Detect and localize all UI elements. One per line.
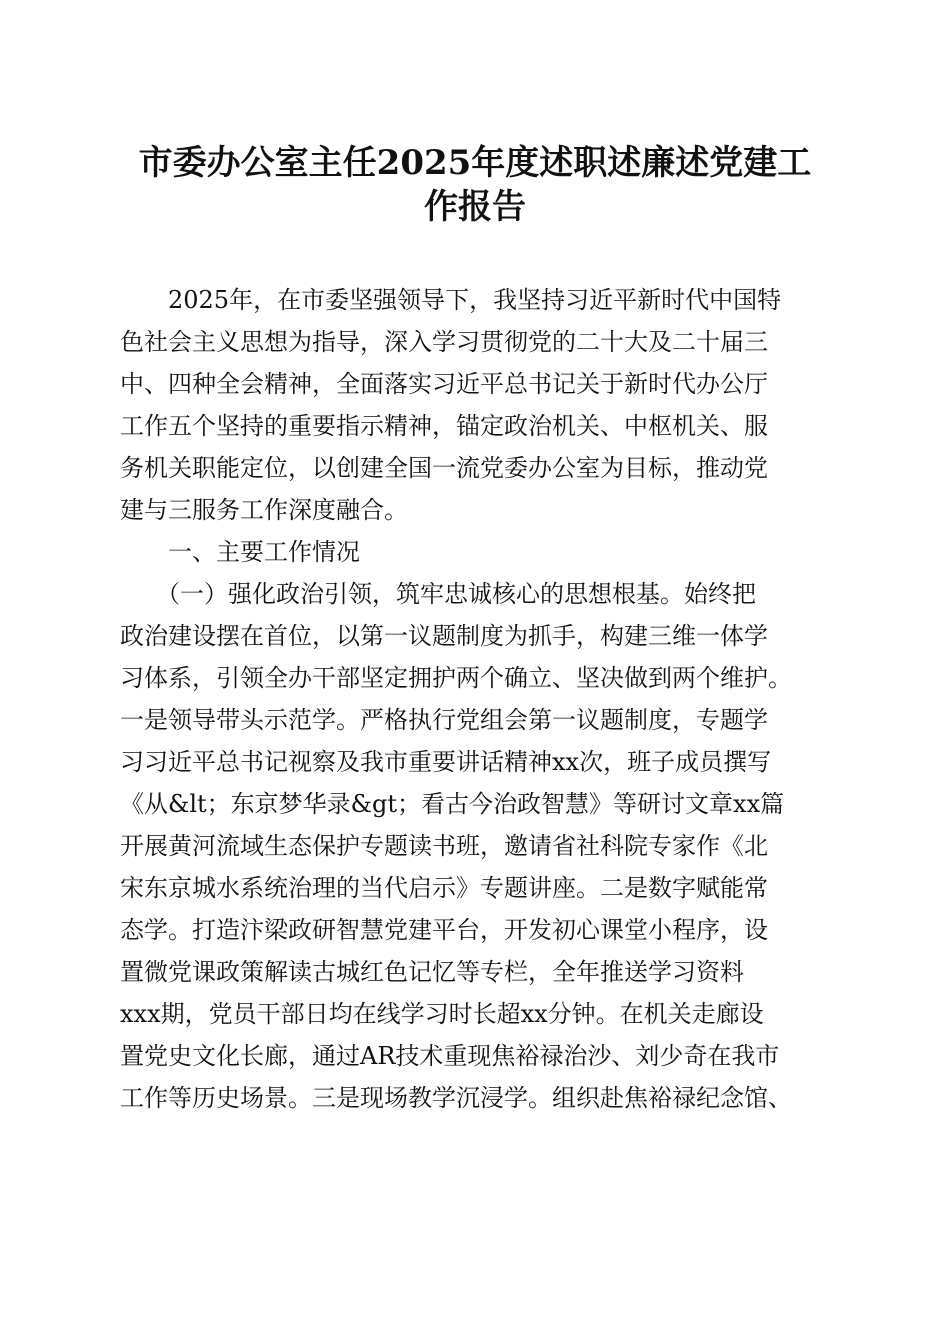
body-line-16: 态学。打造汴梁政研智慧党建平台，开发初心课堂小程序，设: [120, 916, 768, 944]
section-heading-main-work: 一、主要工作情况: [120, 538, 360, 566]
body-line-12: 习习近平总书记视察及我市重要讲话精神xx次，班子成员撰写: [120, 748, 772, 776]
document-title-line-1: 市委办公室主任2025年度述职述廉述党建工: [138, 143, 812, 183]
body-line-2: 色社会主义思想为指导，深入学习贯彻党的二十大及二十届三: [120, 328, 768, 356]
body-line-18: xxx期，党员干部日均在线学习时长超xx分钟。在机关走廊设: [120, 1000, 764, 1028]
body-line-3: 中、四种全会精神，全面落实习近平总书记关于新时代办公厅: [120, 370, 768, 398]
document-title-line-2: 作报告: [424, 187, 526, 227]
body-line-15: 宋东京城水系统治理的当代启示》专题讲座。二是数字赋能常: [120, 874, 768, 902]
body-line-8: （一）强化政治引领，筑牢忠诚核心的思想根基。始终把: [120, 580, 756, 608]
body-line-11: 一是领导带头示范学。严格执行党组会第一议题制度，专题学: [120, 706, 768, 734]
body-line-4: 工作五个坚持的重要指示精神，锚定政治机关、中枢机关、服: [120, 412, 768, 440]
body-line-20: 工作等历史场景。三是现场教学沉浸学。组织赴焦裕禄纪念馆、: [120, 1084, 792, 1112]
body-line-6: 建与三服务工作深度融合。: [120, 496, 408, 524]
body-line-9: 政治建设摆在首位，以第一议题制度为抓手，构建三维一体学: [120, 622, 768, 650]
body-line-19: 置党史文化长廊，通过AR技术重现焦裕禄治沙、刘少奇在我市: [120, 1042, 780, 1070]
body-line-13: 《从&lt；东京梦华录&gt；看古今治政智慧》等研讨文章xx篇: [120, 790, 785, 818]
body-line-5: 务机关职能定位，以创建全国一流党委办公室为目标，推动党: [120, 454, 768, 482]
body-line-1: 2025年，在市委坚强领导下，我坚持习近平新时代中国特: [120, 286, 782, 314]
body-line-14: 开展黄河流域生态保护专题读书班，邀请省社科院专家作《北: [120, 832, 768, 860]
body-line-17: 置微党课政策解读古城红色记忆等专栏，全年推送学习资料: [120, 958, 744, 986]
body-line-10: 习体系，引领全办干部坚定拥护两个确立、坚决做到两个维护。: [120, 664, 792, 692]
